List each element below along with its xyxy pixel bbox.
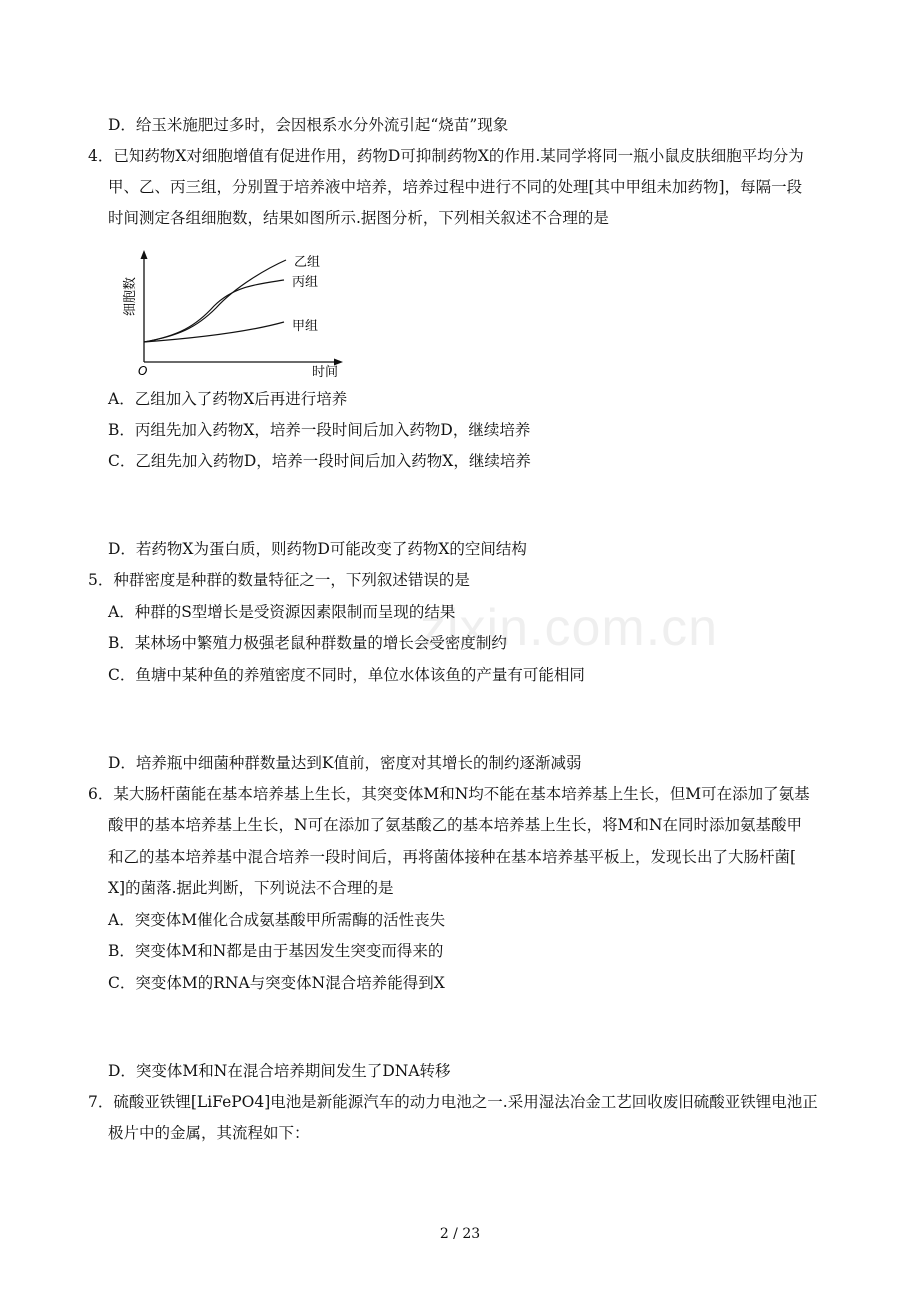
text-line: 和乙的基本培养基中混合培养一段时间后，再将菌体接种在基本培养基平板上，发现长出了大肠杆菌[ <box>108 848 797 866</box>
text-line: 甲、乙、丙三组，分别置于培养液中培养，培养过程中进行不同的处理[其中甲组未加药物]，每隔一段 <box>108 178 803 196</box>
series-label-jia: 甲组 <box>292 319 319 334</box>
text-line: 酸甲的基本培养基上生长，N可在添加了氨基酸乙的基本培养基上生长，将M和N在同时添加氨基酸甲 <box>108 816 802 834</box>
option-a: A．乙组加入了药物X后再进行培养 <box>108 390 348 408</box>
series-label-yi: 乙组 <box>294 255 321 270</box>
question-4-stem: 4．已知药物X对细胞增值有促进作用，药物D可抑制药物X的作用.某同学将同一瓶小鼠皮肤细胞平均分为 <box>88 147 804 165</box>
x-axis-label: 时间 <box>312 365 339 378</box>
text-line: D．给玉米施肥过多时，会因根系水分外流引起“烧苗”现象 <box>108 116 509 134</box>
cell-growth-figure <box>118 246 350 378</box>
option-d: D．若药物X为蛋白质，则药物D可能改变了药物X的空间结构 <box>108 540 527 558</box>
y-axis-label: 细胞数 <box>123 276 138 316</box>
option-b: B．突变体M和N都是由于基因发生突变而得来的 <box>108 942 444 960</box>
series-label-bing: 丙组 <box>292 275 319 290</box>
watermark: zixin.com.cn <box>420 599 719 657</box>
curve-jia <box>144 322 284 342</box>
option-b: B．丙组先加入药物X，培养一段时间后加入药物D，继续培养 <box>108 421 531 439</box>
curve-yi <box>144 260 286 342</box>
origin-label: O <box>138 364 148 378</box>
option-c: C．乙组先加入药物D，培养一段时间后加入药物X，继续培养 <box>108 452 531 470</box>
option-d: D．培养瓶中细菌种群数量达到K值前，密度对其增长的制约逐渐减弱 <box>108 754 582 772</box>
option-b: B．某林场中繁殖力极强老鼠种群数量的增长会受密度制约 <box>108 634 507 652</box>
question-5-stem: 5．种群密度是种群的数量特征之一，下列叙述错误的是 <box>88 571 470 589</box>
option-c: C．突变体M的RNA与突变体N混合培养能得到X <box>108 974 445 992</box>
option-d: D．突变体M和N在混合培养期间发生了DNA转移 <box>108 1062 451 1080</box>
question-6-stem: 6．某大肠杆菌能在基本培养基上生长，其突变体M和N均不能在基本培养基上生长，但M可在添加了氨基 <box>88 785 810 803</box>
y-axis-arrow <box>141 250 148 259</box>
text-line: X]的菌落.据此判断，下列说法不合理的是 <box>108 879 394 897</box>
option-a: A．种群的S型增长是受资源因素限制而呈现的结果 <box>108 603 456 621</box>
question-7-stem: 7．硫酸亚铁锂[LiFePO4]电池是新能源汽车的动力电池之一.采用湿法冶金工艺回收废旧硫酸亚铁锂电池正 <box>88 1093 818 1111</box>
option-a: A．突变体M催化合成氨基酸甲所需酶的活性丧失 <box>108 911 446 929</box>
option-c: C．鱼塘中某种鱼的养殖密度不同时，单位水体该鱼的产量有可能相同 <box>108 666 585 684</box>
text-line: 时间测定各组细胞数，结果如图所示.据图分析，下列相关叙述不合理的是 <box>108 209 609 227</box>
text-line: 极片中的金属，其流程如下： <box>108 1124 310 1142</box>
curve-bing <box>144 280 284 342</box>
page-number: 2 / 23 <box>439 1226 481 1242</box>
